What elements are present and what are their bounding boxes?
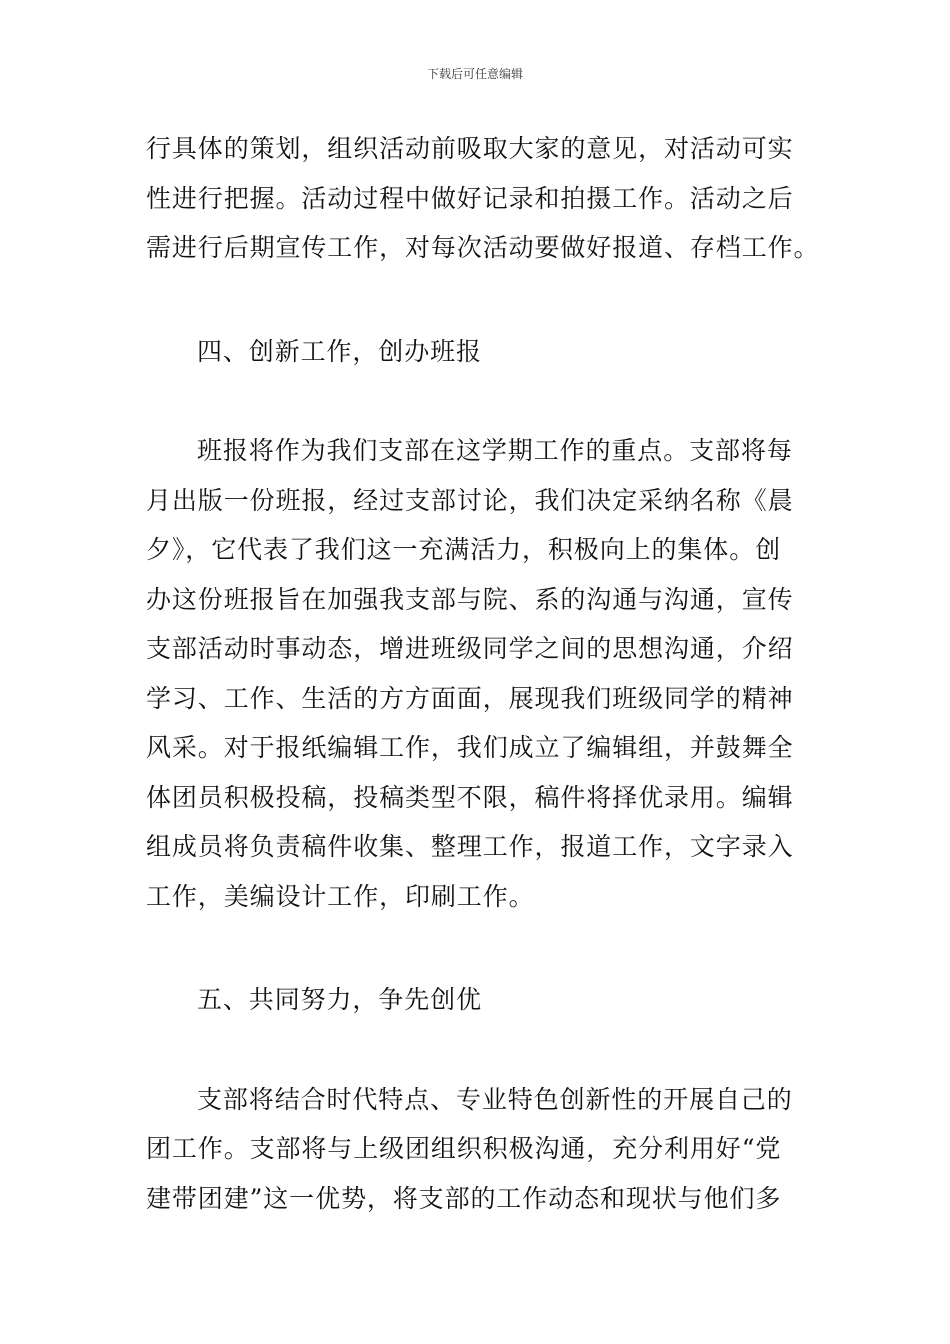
section-heading-5: 五、共同努力，争先创优 — [197, 985, 482, 1014]
paragraph-class-newspaper — [146, 426, 806, 921]
text-line: 组成员将负责稿件收集、整理工作，报道工作，文字录入 — [146, 832, 794, 861]
paragraph-activity-planning — [146, 124, 820, 273]
text-line: 班报将作为我们支部在这学期工作的重点。支部将每 — [197, 436, 793, 465]
text-line: 建带团建”这一优势，将支部的工作动态和现状与他们多 — [146, 1183, 782, 1213]
document-body — [146, 124, 820, 1223]
text-line: 工作，美编设计工作，印刷工作。 — [146, 881, 535, 911]
text-line: 风采。对于报纸编辑工作，我们成立了编辑组，并鼓舞全 — [146, 733, 794, 762]
paragraph-joint-effort — [146, 1075, 806, 1224]
text-line: 体团员积极投稿，投稿类型不限，稿件将择优录用。编辑 — [146, 782, 794, 812]
text-line: 团工作。支部将与上级团组织积极沟通，充分利用好“党 — [146, 1134, 782, 1163]
text-line: 办这份班报旨在加强我支部与院、系的沟通与沟通，宣传 — [146, 584, 794, 614]
page-header-note: 下载后可任意编辑 — [426, 67, 523, 81]
text-line: 月出版一份班报，经过支部讨论，我们决定采纳名称《晨 — [146, 485, 794, 515]
text-line: 需进行后期宣传工作，对每次活动要做好报道、存档工作。 — [146, 233, 820, 262]
text-line: 学习、工作、生活的方方面面，展现我们班级同学的精神 — [146, 683, 794, 713]
text-line: 行具体的策划，组织活动前吸取大家的意见，对活动可实 — [146, 134, 794, 163]
text-line: 性进行把握。活动过程中做好记录和拍摄工作。活动之后 — [146, 183, 794, 213]
text-line: 支部将结合时代特点、专业特色创新性的开展自己的 — [197, 1084, 793, 1114]
section-heading-4: 四、创新工作，创办班报 — [197, 336, 482, 366]
text-line: 夕》，它代表了我们这一充满活力，积极向上的集体。创 — [146, 535, 782, 564]
text-line: 支部活动时事动态，增进班级同学之间的思想沟通，介绍 — [146, 634, 794, 663]
